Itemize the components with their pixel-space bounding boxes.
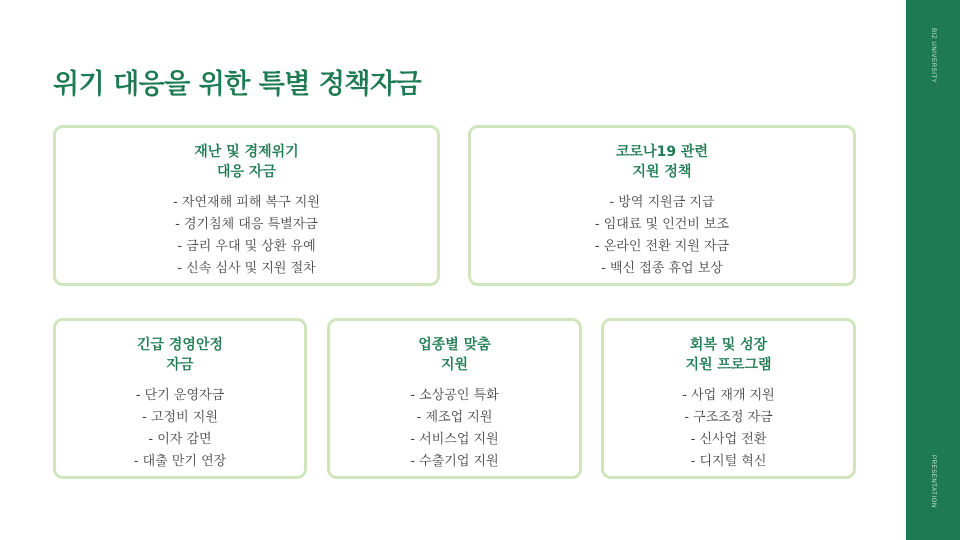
list-item: - 자연재해 피해 복구 지원 (173, 195, 320, 210)
list-item: - 서비스업 지원 (410, 432, 499, 447)
list-item: - 이자 감면 (148, 432, 212, 447)
list-item: - 디지털 혁신 (690, 454, 767, 469)
list-item: - 방역 지원금 지급 (609, 195, 715, 210)
list-item: - 금리 우대 및 상환 유예 (177, 239, 316, 254)
card-item-list (56, 192, 437, 280)
list-item: - 고정비 지원 (142, 410, 218, 425)
card-item-list (604, 385, 853, 473)
list-item: - 경기침체 대응 특별자금 (175, 217, 318, 232)
card-title: 재난 및 경제위기 대응 자금 (194, 144, 299, 180)
list-item: - 임대료 및 인건비 보조 (594, 217, 730, 232)
card-item-list (471, 192, 853, 280)
sidebar-presentation-text: PRESENTATION (930, 455, 936, 508)
sidebar-brand-text: BIZ UNIVERSITY (930, 28, 936, 84)
list-item: - 백신 접종 휴업 보상 (601, 261, 723, 276)
sidebar-band (906, 0, 960, 540)
card-disaster-crisis-fund (53, 125, 440, 286)
card-emergency-stability-fund (53, 318, 307, 479)
card-title: 업종별 맞춤 지원 (418, 337, 491, 373)
card-covid19-support (468, 125, 856, 286)
list-item: - 사업 재개 지원 (682, 388, 775, 403)
card-recovery-growth-program (601, 318, 856, 479)
list-item: - 신속 심사 및 지원 절차 (177, 261, 316, 276)
card-industry-custom-support (327, 318, 582, 479)
list-item: - 단기 운영자금 (135, 388, 225, 403)
list-item: - 온라인 전환 지원 자금 (594, 239, 730, 254)
list-item: - 신사업 전환 (690, 432, 767, 447)
card-title: 긴급 경영안정 자금 (136, 337, 224, 373)
list-item: - 구조조정 자금 (684, 410, 773, 425)
card-item-list (56, 385, 304, 473)
list-item: - 대출 만기 연장 (133, 454, 227, 469)
card-title: 코로나19 관련 지원 정책 (616, 144, 708, 180)
list-item: - 제조업 지원 (416, 410, 493, 425)
list-item: - 수출기업 지원 (410, 454, 499, 469)
card-item-list (330, 385, 579, 473)
page-title: 위기 대응을 위한 특별 정책자금 (53, 69, 422, 100)
card-title: 회복 및 성장 지원 프로그램 (685, 337, 772, 373)
list-item: - 소상공인 특화 (410, 388, 499, 403)
